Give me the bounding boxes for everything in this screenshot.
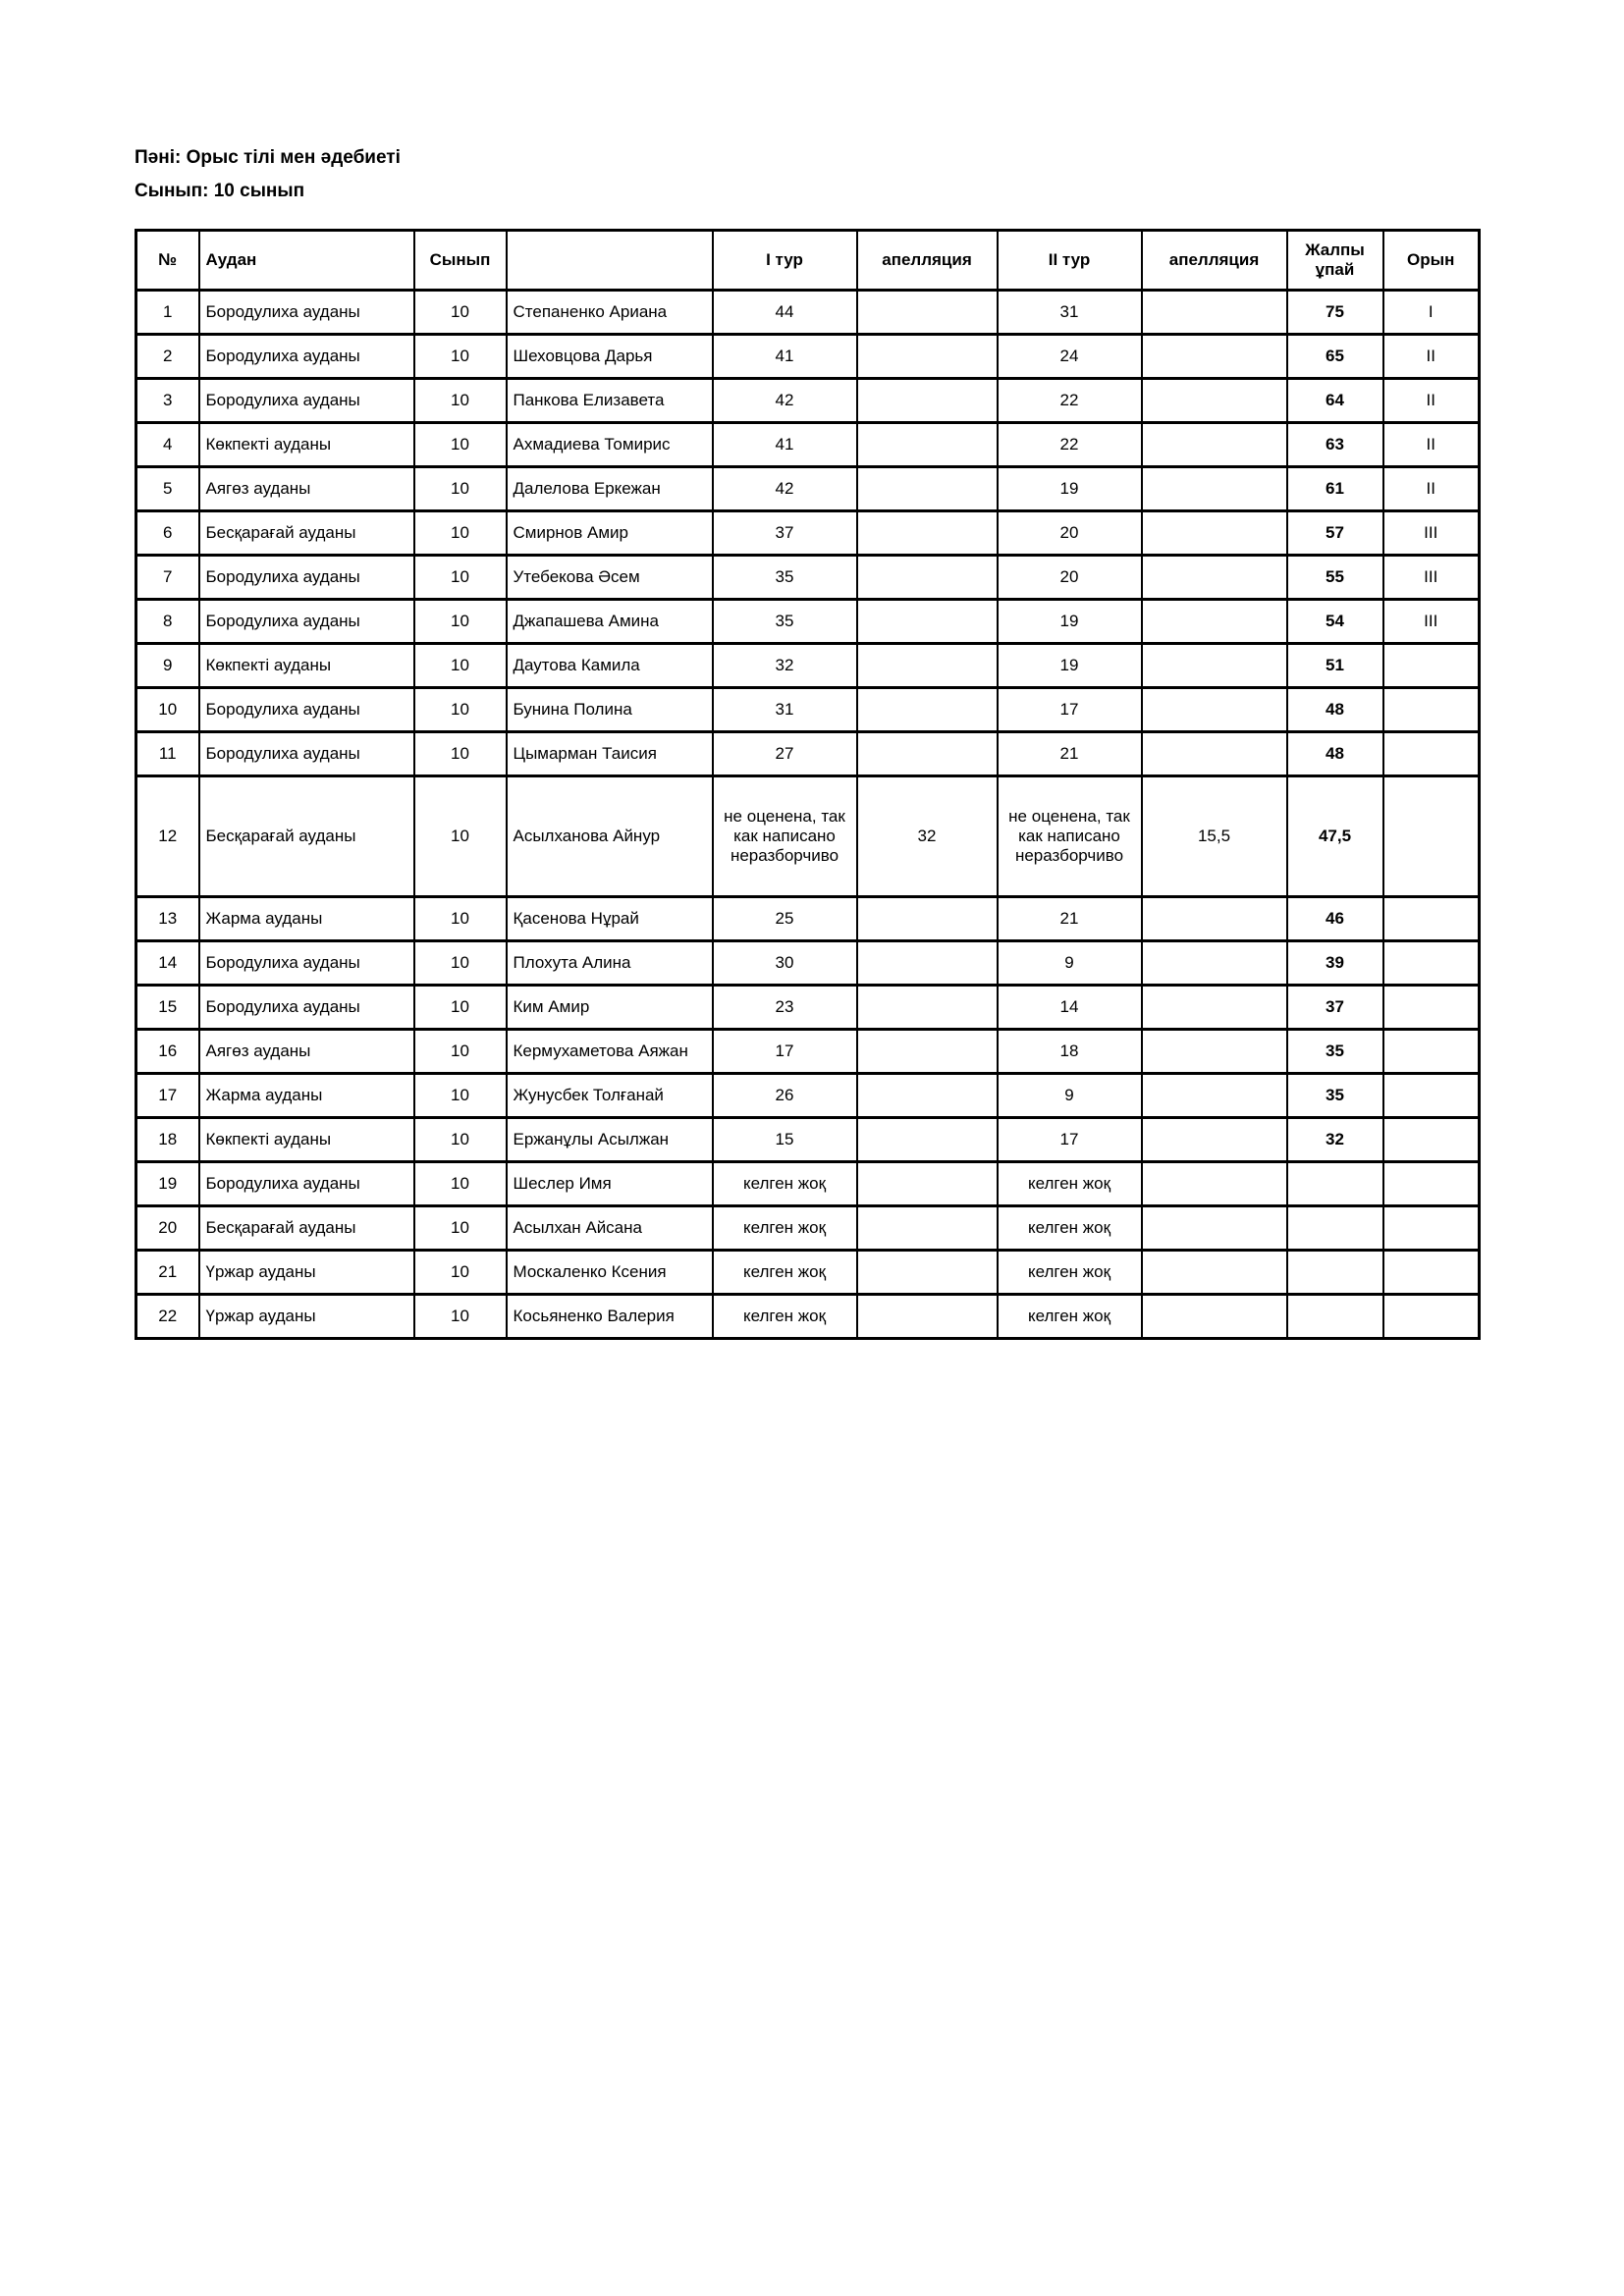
- cell-total: 35: [1287, 1074, 1383, 1118]
- cell-total: 63: [1287, 423, 1383, 467]
- cell-class: 10: [414, 1206, 507, 1251]
- cell-place: II: [1383, 379, 1480, 423]
- table-row: [136, 897, 1480, 941]
- cell-appeal2: [1142, 379, 1287, 423]
- cell-name: Утебекова Әсем: [507, 556, 713, 600]
- cell-class: 10: [414, 776, 507, 897]
- cell-tour2: келген жоқ: [998, 1162, 1142, 1206]
- cell-tour1: 42: [713, 379, 857, 423]
- cell-class: 10: [414, 1162, 507, 1206]
- table-row: [136, 776, 1480, 897]
- cell-name: Кермухаметова Аяжан: [507, 1030, 713, 1074]
- cell-place: [1383, 1162, 1480, 1206]
- cell-place: [1383, 1295, 1480, 1339]
- cell-tour1: келген жоқ: [713, 1206, 857, 1251]
- cell-appeal1: [857, 423, 998, 467]
- cell-class: 10: [414, 291, 507, 335]
- cell-appeal2: [1142, 556, 1287, 600]
- cell-district: Жарма ауданы: [199, 1074, 414, 1118]
- cell-total: [1287, 1162, 1383, 1206]
- cell-appeal1: [857, 732, 998, 776]
- cell-appeal1: [857, 379, 998, 423]
- cell-district: Көкпекті ауданы: [199, 423, 414, 467]
- cell-appeal2: 15,5: [1142, 776, 1287, 897]
- cell-tour1: 32: [713, 644, 857, 688]
- cell-district: Бесқарағай ауданы: [199, 1206, 414, 1251]
- cell-place: [1383, 1030, 1480, 1074]
- table-header: [136, 231, 1480, 291]
- cell-district: Бородулиха ауданы: [199, 379, 414, 423]
- cell-appeal2: [1142, 986, 1287, 1030]
- table-row: [136, 1251, 1480, 1295]
- cell-total: 35: [1287, 1030, 1383, 1074]
- cell-total: 51: [1287, 644, 1383, 688]
- table-row: [136, 511, 1480, 556]
- cell-class: 10: [414, 1295, 507, 1339]
- cell-tour1: не оценена, так как написано неразборчиво: [713, 776, 857, 897]
- cell-class: 10: [414, 379, 507, 423]
- cell-district: Бородулиха ауданы: [199, 986, 414, 1030]
- cell-tour2: 21: [998, 732, 1142, 776]
- cell-district: Бородулиха ауданы: [199, 335, 414, 379]
- column-header-tour1: I тур: [713, 231, 857, 291]
- cell-total: 46: [1287, 897, 1383, 941]
- cell-tour1: 17: [713, 1030, 857, 1074]
- cell-class: 10: [414, 1074, 507, 1118]
- cell-appeal2: [1142, 600, 1287, 644]
- cell-appeal2: [1142, 1118, 1287, 1162]
- cell-place: [1383, 897, 1480, 941]
- cell-no: 6: [136, 511, 199, 556]
- cell-place: [1383, 986, 1480, 1030]
- cell-appeal1: [857, 1162, 998, 1206]
- cell-tour2: 22: [998, 423, 1142, 467]
- cell-place: III: [1383, 600, 1480, 644]
- cell-tour2: не оценена, так как написано неразборчиво: [998, 776, 1142, 897]
- cell-tour2: 20: [998, 556, 1142, 600]
- cell-appeal1: [857, 897, 998, 941]
- cell-tour2: 9: [998, 941, 1142, 986]
- table-row: [136, 467, 1480, 511]
- cell-tour1: 41: [713, 423, 857, 467]
- cell-class: 10: [414, 688, 507, 732]
- cell-no: 4: [136, 423, 199, 467]
- column-header-appeal1: апелляция: [857, 231, 998, 291]
- cell-total: 55: [1287, 556, 1383, 600]
- cell-appeal2: [1142, 511, 1287, 556]
- table-row: [136, 1118, 1480, 1162]
- cell-class: 10: [414, 1118, 507, 1162]
- cell-no: 9: [136, 644, 199, 688]
- cell-appeal2: [1142, 467, 1287, 511]
- cell-place: I: [1383, 291, 1480, 335]
- cell-tour2: 14: [998, 986, 1142, 1030]
- cell-name: Ержанұлы Асылжан: [507, 1118, 713, 1162]
- cell-class: 10: [414, 423, 507, 467]
- cell-appeal2: [1142, 1030, 1287, 1074]
- cell-appeal2: [1142, 1295, 1287, 1339]
- cell-district: Аягөз ауданы: [199, 1030, 414, 1074]
- table-body: [136, 291, 1480, 1339]
- cell-tour2: келген жоқ: [998, 1251, 1142, 1295]
- cell-tour2: 19: [998, 467, 1142, 511]
- cell-total: 48: [1287, 732, 1383, 776]
- cell-total: 39: [1287, 941, 1383, 986]
- cell-district: Бородулиха ауданы: [199, 688, 414, 732]
- cell-tour1: 30: [713, 941, 857, 986]
- table-row: [136, 986, 1480, 1030]
- cell-appeal1: [857, 467, 998, 511]
- cell-class: 10: [414, 644, 507, 688]
- cell-no: 20: [136, 1206, 199, 1251]
- cell-place: II: [1383, 423, 1480, 467]
- cell-tour2: 21: [998, 897, 1142, 941]
- cell-class: 10: [414, 986, 507, 1030]
- cell-tour2: 19: [998, 644, 1142, 688]
- cell-no: 13: [136, 897, 199, 941]
- cell-name: Москаленко Ксения: [507, 1251, 713, 1295]
- cell-place: [1383, 1206, 1480, 1251]
- cell-total: [1287, 1295, 1383, 1339]
- cell-no: 3: [136, 379, 199, 423]
- cell-total: [1287, 1251, 1383, 1295]
- cell-no: 11: [136, 732, 199, 776]
- table-row: [136, 1030, 1480, 1074]
- cell-place: [1383, 688, 1480, 732]
- cell-tour2: 17: [998, 1118, 1142, 1162]
- column-header-class: Сынып: [414, 231, 507, 291]
- cell-name: Асылхан Айсана: [507, 1206, 713, 1251]
- cell-name: Плохута Алина: [507, 941, 713, 986]
- cell-name: Шеховцова Дарья: [507, 335, 713, 379]
- cell-class: 10: [414, 732, 507, 776]
- cell-tour2: 17: [998, 688, 1142, 732]
- table-row: [136, 379, 1480, 423]
- cell-tour1: 41: [713, 335, 857, 379]
- cell-no: 17: [136, 1074, 199, 1118]
- cell-appeal1: [857, 688, 998, 732]
- cell-total: 47,5: [1287, 776, 1383, 897]
- cell-name: Ахмадиева Томирис: [507, 423, 713, 467]
- cell-tour1: 31: [713, 688, 857, 732]
- cell-district: Үржар ауданы: [199, 1251, 414, 1295]
- cell-appeal1: [857, 644, 998, 688]
- cell-name: Асылханова Айнур: [507, 776, 713, 897]
- cell-total: 37: [1287, 986, 1383, 1030]
- cell-place: [1383, 941, 1480, 986]
- cell-total: 32: [1287, 1118, 1383, 1162]
- cell-name: Бунина Полина: [507, 688, 713, 732]
- cell-name: Косьяненко Валерия: [507, 1295, 713, 1339]
- cell-name: Жунусбек Толғанай: [507, 1074, 713, 1118]
- document-header: [135, 141, 401, 208]
- cell-name: Степаненко Ариана: [507, 291, 713, 335]
- cell-name: Смирнов Амир: [507, 511, 713, 556]
- cell-total: 75: [1287, 291, 1383, 335]
- table-row: [136, 1295, 1480, 1339]
- column-header-district: Аудан: [199, 231, 414, 291]
- cell-appeal1: [857, 556, 998, 600]
- cell-district: Жарма ауданы: [199, 897, 414, 941]
- cell-place: [1383, 1118, 1480, 1162]
- cell-tour2: келген жоқ: [998, 1206, 1142, 1251]
- cell-appeal2: [1142, 1074, 1287, 1118]
- cell-tour1: 26: [713, 1074, 857, 1118]
- table-row: [136, 941, 1480, 986]
- cell-place: [1383, 1074, 1480, 1118]
- cell-district: Көкпекті ауданы: [199, 1118, 414, 1162]
- cell-appeal1: [857, 1206, 998, 1251]
- cell-appeal1: [857, 600, 998, 644]
- cell-district: Бородулиха ауданы: [199, 941, 414, 986]
- cell-district: Бородулиха ауданы: [199, 600, 414, 644]
- cell-tour2: келген жоқ: [998, 1295, 1142, 1339]
- cell-total: 61: [1287, 467, 1383, 511]
- cell-appeal2: [1142, 1162, 1287, 1206]
- cell-no: 7: [136, 556, 199, 600]
- cell-appeal1: [857, 986, 998, 1030]
- cell-district: Бесқарағай ауданы: [199, 511, 414, 556]
- cell-place: [1383, 1251, 1480, 1295]
- cell-name: Цымарман Таисия: [507, 732, 713, 776]
- cell-name: Далелова Еркежан: [507, 467, 713, 511]
- cell-no: 21: [136, 1251, 199, 1295]
- cell-name: Панкова Елизавета: [507, 379, 713, 423]
- cell-total: 64: [1287, 379, 1383, 423]
- cell-class: 10: [414, 1030, 507, 1074]
- cell-district: Бородулиха ауданы: [199, 732, 414, 776]
- cell-appeal1: [857, 1118, 998, 1162]
- cell-tour2: 18: [998, 1030, 1142, 1074]
- cell-place: [1383, 644, 1480, 688]
- cell-appeal2: [1142, 897, 1287, 941]
- cell-tour2: 19: [998, 600, 1142, 644]
- cell-class: 10: [414, 556, 507, 600]
- cell-no: 19: [136, 1162, 199, 1206]
- cell-tour1: 42: [713, 467, 857, 511]
- cell-appeal1: [857, 335, 998, 379]
- cell-tour1: 27: [713, 732, 857, 776]
- cell-name: Шеслер Имя: [507, 1162, 713, 1206]
- cell-name: Джапашева Амина: [507, 600, 713, 644]
- cell-appeal2: [1142, 423, 1287, 467]
- cell-district: Үржар ауданы: [199, 1295, 414, 1339]
- cell-class: 10: [414, 511, 507, 556]
- cell-appeal1: [857, 1295, 998, 1339]
- cell-no: 15: [136, 986, 199, 1030]
- table-row: [136, 600, 1480, 644]
- cell-appeal1: [857, 1251, 998, 1295]
- cell-total: 48: [1287, 688, 1383, 732]
- cell-tour2: 22: [998, 379, 1142, 423]
- table-row: [136, 1162, 1480, 1206]
- table-row: [136, 423, 1480, 467]
- cell-tour1: келген жоқ: [713, 1251, 857, 1295]
- cell-name: Қасенова Нұрай: [507, 897, 713, 941]
- cell-no: 8: [136, 600, 199, 644]
- cell-tour1: 37: [713, 511, 857, 556]
- cell-tour2: 31: [998, 291, 1142, 335]
- column-header-total: Жалпы ұпай: [1287, 231, 1383, 291]
- cell-district: Көкпекті ауданы: [199, 644, 414, 688]
- column-header-no: №: [136, 231, 199, 291]
- cell-class: 10: [414, 897, 507, 941]
- cell-tour1: 15: [713, 1118, 857, 1162]
- table-row: [136, 644, 1480, 688]
- cell-district: Бородулиха ауданы: [199, 1162, 414, 1206]
- cell-appeal1: [857, 941, 998, 986]
- cell-name: Ким Амир: [507, 986, 713, 1030]
- table-row: [136, 556, 1480, 600]
- cell-no: 18: [136, 1118, 199, 1162]
- table-row: [136, 688, 1480, 732]
- cell-no: 1: [136, 291, 199, 335]
- cell-class: 10: [414, 1251, 507, 1295]
- header-row: [136, 231, 1480, 291]
- cell-appeal2: [1142, 335, 1287, 379]
- cell-no: 5: [136, 467, 199, 511]
- cell-no: 12: [136, 776, 199, 897]
- cell-appeal2: [1142, 644, 1287, 688]
- cell-tour1: келген жоқ: [713, 1162, 857, 1206]
- cell-appeal1: [857, 1074, 998, 1118]
- cell-appeal2: [1142, 941, 1287, 986]
- column-header-appeal2: апелляция: [1142, 231, 1287, 291]
- cell-appeal2: [1142, 1251, 1287, 1295]
- cell-appeal1: [857, 511, 998, 556]
- cell-appeal2: [1142, 1206, 1287, 1251]
- cell-total: [1287, 1206, 1383, 1251]
- cell-place: III: [1383, 511, 1480, 556]
- cell-place: [1383, 776, 1480, 897]
- cell-district: Аягөз ауданы: [199, 467, 414, 511]
- column-header-tour2: II тур: [998, 231, 1142, 291]
- cell-name: Даутова Камила: [507, 644, 713, 688]
- cell-no: 16: [136, 1030, 199, 1074]
- table-row: [136, 335, 1480, 379]
- cell-appeal1: [857, 1030, 998, 1074]
- cell-total: 54: [1287, 600, 1383, 644]
- cell-total: 65: [1287, 335, 1383, 379]
- column-header-name: [507, 231, 713, 291]
- cell-appeal2: [1142, 732, 1287, 776]
- cell-place: II: [1383, 335, 1480, 379]
- table-row: [136, 732, 1480, 776]
- cell-no: 22: [136, 1295, 199, 1339]
- table-row: [136, 291, 1480, 335]
- cell-tour1: 35: [713, 556, 857, 600]
- cell-appeal1: [857, 291, 998, 335]
- column-header-place: Орын: [1383, 231, 1480, 291]
- cell-tour2: 24: [998, 335, 1142, 379]
- cell-tour1: 44: [713, 291, 857, 335]
- cell-district: Бесқарағай ауданы: [199, 776, 414, 897]
- table-row: [136, 1074, 1480, 1118]
- cell-tour1: келген жоқ: [713, 1295, 857, 1339]
- cell-tour1: 35: [713, 600, 857, 644]
- cell-class: 10: [414, 600, 507, 644]
- subject-line: Пәні: Орыс тілі мен әдебиеті: [135, 147, 401, 168]
- cell-place: II: [1383, 467, 1480, 511]
- cell-tour1: 23: [713, 986, 857, 1030]
- cell-place: III: [1383, 556, 1480, 600]
- cell-no: 10: [136, 688, 199, 732]
- cell-tour1: 25: [713, 897, 857, 941]
- cell-appeal1: 32: [857, 776, 998, 897]
- cell-tour2: 20: [998, 511, 1142, 556]
- cell-district: Бородулиха ауданы: [199, 291, 414, 335]
- cell-total: 57: [1287, 511, 1383, 556]
- grade-line: Сынып: 10 сынып: [135, 181, 305, 201]
- results-table: [135, 229, 1481, 1340]
- cell-appeal2: [1142, 688, 1287, 732]
- cell-place: [1383, 732, 1480, 776]
- cell-no: 2: [136, 335, 199, 379]
- table-row: [136, 1206, 1480, 1251]
- cell-no: 14: [136, 941, 199, 986]
- cell-district: Бородулиха ауданы: [199, 556, 414, 600]
- cell-class: 10: [414, 467, 507, 511]
- cell-class: 10: [414, 941, 507, 986]
- cell-appeal2: [1142, 291, 1287, 335]
- cell-tour2: 9: [998, 1074, 1142, 1118]
- cell-class: 10: [414, 335, 507, 379]
